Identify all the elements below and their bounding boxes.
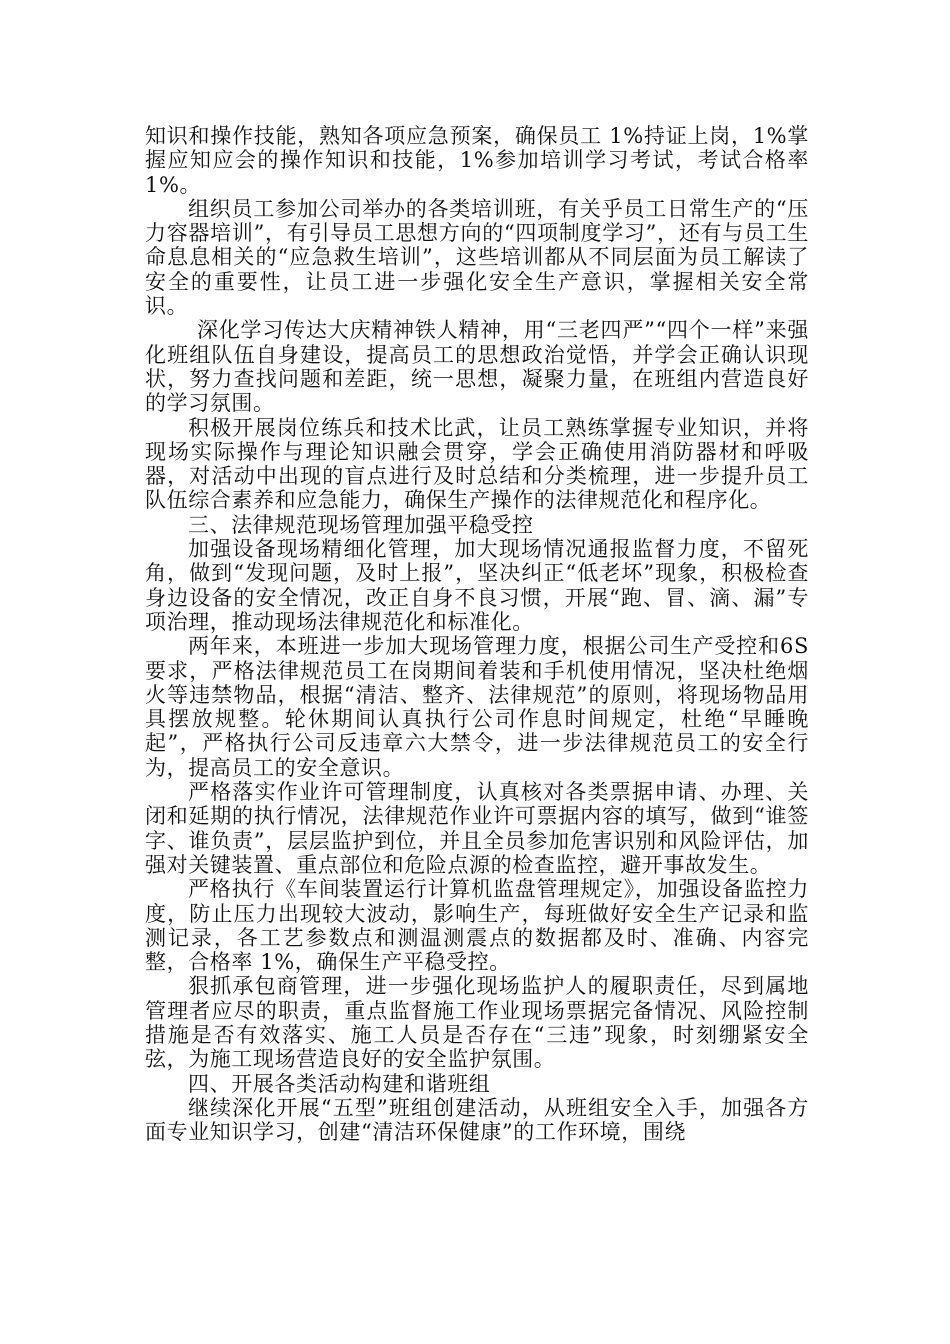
paragraph-8: 严格执行《车间装置运行计算机监盘管理规定》，加强设备监控力度，防止压力出现较大波动，影响生产，每班做好安全生产记录和监测记录，各工艺参数点和测温测震点的数据都及时、准确、内容完整，合格率 1%，确保生产平稳受控。 <box>145 877 809 975</box>
paragraph-5: 加强设备现场精细化管理，加大现场情况通报监督力度，不留死角，做到“发现问题，及时上报”，坚决纠正“低老坏”现象，积极检查身边设备的安全情况，改正自身不良习惯，开展“跑、冒、滴、漏”专项治理，推动现场法律规范化和标准化。 <box>145 537 809 634</box>
section-heading-3: 三、法律规范现场管理加强平稳受控 <box>188 512 534 537</box>
paragraph-10: 继续深化开展“五型”班组创建活动，从班组安全入手，加强各方面专业知识学习，创建“清洁环保健康”的工作环境，围绕 <box>145 1095 809 1145</box>
paragraph-3: 深化学习传达大庆精神铁人精神，用“三老四严”“四个一样”来强化班组队伍自身建设，提高员工的思想政治觉悟，并学会正确认识现状，努力查找问题和差距，统一思想，凝聚力量，在班组内营造良好的学习氛围。 <box>145 318 809 416</box>
paragraph-7: 严格落实作业许可管理制度，认真核对各类票据申请、办理、关闭和延期的执行情况，法律规范作业许可票据内容的填写，做到“谁签字、谁负责”，层层监护到位，并且全员参加危害识别和风险评估，加强对关键装置、重点部位和危险点源的检查监控，避开事故发生。 <box>145 780 809 877</box>
document-page <box>145 124 809 1144</box>
paragraph-6: 两年来，本班进一步加大现场管理力度，根据公司生产受控和6S 要求，严格法律规范员工在岗期间着装和手机使用情况，坚决杜绝烟火等违禁物品，根据“清洁、整齐、法律规范”的原则，将现场物品用具摆放规整。轮休期间认真执行公司作息时间规定，杜绝“早睡晚起”，严格执行公司反违章六大禁令，进一步法律规范员工的安全行为，提高员工的安全意识。 <box>145 634 809 780</box>
paragraph-9: 狠抓承包商管理，进一步强化现场监护人的履职责任，尽到属地管理者应尽的职责，重点监督施工作业现场票据完备情况、风险控制措施是否有效落实、施工人员是否存在“三违”现象，时刻绷紧安全弦，为施工现场营造良好的安全监护氛围。 <box>145 974 809 1072</box>
paragraph-4: 积极开展岗位练兵和技术比武，让员工熟练掌握专业知识，并将现场实际操作与理论知识融会贯穿，学会正确使用消防器材和呼吸器，对活动中出现的盲点进行及时总结和分类梳理，进一步提升员工队伍综合素养和应急能力，确保生产操作的法律规范化和程序化。 <box>145 415 809 513</box>
paragraph-2: 组织员工参加公司举办的各类培训班，有关乎员工日常生产的“压力容器培训”，有引导员工思想方向的“四项制度学习”，还有与员工生命息息相关的“应急救生培训”，这些培训都从不同层面为员工解读了安全的重要性，让员工进一步强化安全生产意识，掌握相关安全常识。 <box>145 196 809 319</box>
paragraph-1: 知识和操作技能，熟知各项应急预案，确保员工 1%持证上岗，1%掌握应知应会的操作知识和技能，1%参加培训学习考试，考试合格率1%。 <box>145 124 809 197</box>
section-heading-4: 四、开展各类活动构建和谐班组 <box>188 1071 491 1096</box>
